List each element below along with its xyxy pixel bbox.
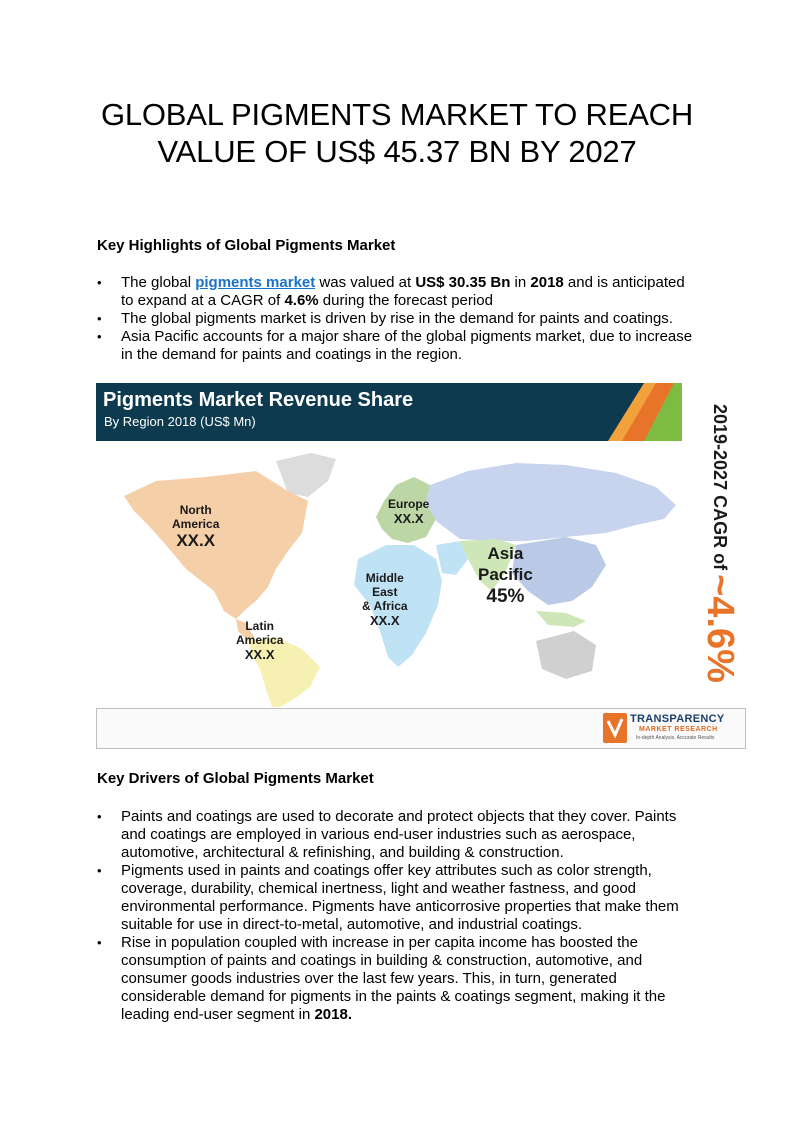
list-item: • Asia Pacific accounts for a major share of the global pigments market, due to increase in the demand for paints and coatings in the region. [97,328,697,364]
list-item: • Rise in population coupled with increase in per capita income has boosted the consumption of paints and coatings in building & construction, automotive, and consumer goods industries over the last few years. This, in turn, generated considerable demand for pigments in the paints & coatings segment, making it the leading end-user segment in 2018. [97,934,697,1024]
infographic-banner [96,383,682,441]
page-title: GLOBAL PIGMENTS MARKET TO REACH VALUE OF US$ 45.37 BN BY 2027 [100,97,694,169]
region-latin-america: Latin America XX.X [236,619,284,662]
infographic-subtitle: By Region 2018 (US$ Mn) [104,414,256,429]
revenue-share-infographic [96,383,746,748]
world-map [96,441,696,707]
list-item: • The global pigments market was valued at US$ 30.35 Bn in 2018 and is anticipated to expand at a CAGR of 4.6% during the forecast period [97,274,697,310]
list-item: • Paints and coatings are used to decorate and protect objects that they cover. Paints and coatings are employed in various end-user industries such as aerospace, automotive, architectural & refinishing, and building & construction. [97,808,697,862]
north-america-value: XX.X [176,531,216,550]
tmr-logo: TRANSPARENCY MARKET RESEARCH In-depth Analysis. Accurate Results [603,712,743,745]
russia-shape [426,463,676,541]
region-europe: Europe XX.X [388,497,430,526]
region-north-america: North America XX.X [172,503,220,550]
highlights-heading: Key Highlights of Global Pigments Market [97,237,396,254]
highlights-list [97,274,697,364]
se-asia-shape [536,611,586,627]
tmr-logo-icon [603,713,627,743]
latin-america-value: XX.X [244,647,275,662]
list-item: • Pigments used in paints and coatings offer key attributes such as color strength, coverage, durability, chemical inertness, light and weather fastness, and good environmental performance. Pigments have anticorrosive properties that make them suitable for use in direct-to-metal, automotive, and industrial coatings. [97,862,697,934]
cagr-callout [697,404,741,704]
region-middle-east-africa: Middle East & Africa XX.X [362,571,408,628]
australia-shape [536,631,596,679]
europe-value: XX.X [393,511,424,526]
infographic-footer [96,708,746,749]
list-item: • The global pigments market is driven by rise in the demand for paints and coatings. [97,310,697,328]
cagr-label: 2019-2027 CAGR of [710,404,730,571]
infographic-title: Pigments Market Revenue Share [103,389,414,411]
drivers-heading: Key Drivers of Global Pigments Market [97,770,374,787]
region-asia-pacific: Asia Pacific 45% [478,544,533,607]
pigments-market-link[interactable]: pigments market [195,274,316,291]
drivers-list [97,808,697,1024]
mea-value: XX.X [369,613,400,628]
asia-pacific-value: 45% [486,586,525,607]
cagr-value: ~4.6% [699,574,741,683]
